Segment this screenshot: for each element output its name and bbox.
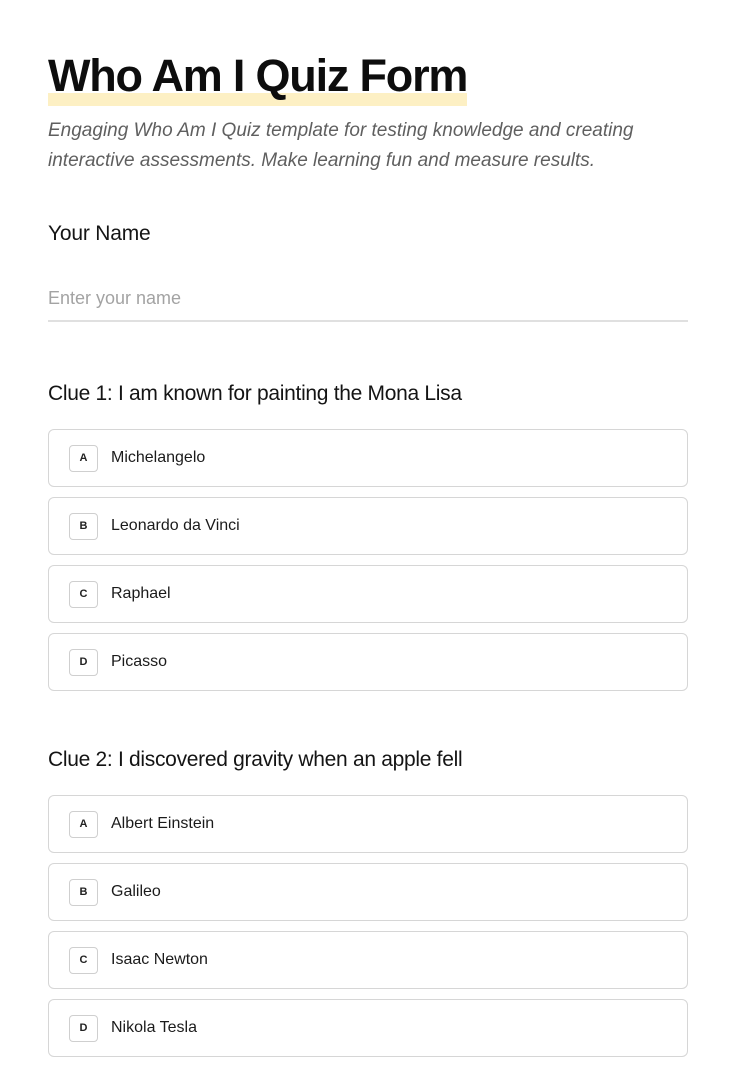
question-2-option-b[interactable] (48, 863, 688, 921)
page-subtitle: Engaging Who Am I Quiz template for testing knowledge and creating interactive assessments. Make learning fun and measure results. (48, 120, 634, 171)
question-2-option-a[interactable] (48, 795, 688, 853)
question-2-options (48, 795, 688, 1067)
option-key-badge: D (69, 1015, 98, 1042)
question-1-option-c[interactable] (48, 565, 688, 623)
option-label: Michelangelo (111, 449, 206, 466)
option-label: Raphael (111, 585, 171, 602)
question-1-option-b[interactable] (48, 497, 688, 555)
option-label: Galileo (111, 883, 161, 900)
question-2-option-c[interactable] (48, 931, 688, 989)
name-input[interactable] (48, 276, 688, 322)
option-key-badge: B (69, 879, 98, 906)
question-2 (48, 746, 688, 1036)
question-2-text: Clue 2: I discovered gravity when an apple fell (48, 748, 463, 771)
option-label: Nikola Tesla (111, 1019, 197, 1036)
option-label: Leonardo da Vinci (111, 517, 240, 534)
option-key-badge: C (69, 581, 98, 608)
option-key-badge: A (69, 811, 98, 838)
option-key-badge: C (69, 947, 98, 974)
question-1-option-a[interactable] (48, 429, 688, 487)
option-key-badge: D (69, 649, 98, 676)
question-1-text: Clue 1: I am known for painting the Mona Lisa (48, 382, 462, 405)
question-2-option-d[interactable] (48, 999, 688, 1057)
question-1-option-d[interactable] (48, 633, 688, 691)
page-title: Who Am I Quiz Form (48, 50, 468, 101)
option-label: Picasso (111, 653, 168, 670)
option-key-badge: A (69, 445, 98, 472)
question-1-options (48, 429, 688, 701)
name-field-label: Your Name (48, 222, 151, 245)
option-label: Isaac Newton (111, 951, 208, 968)
question-1 (48, 380, 688, 670)
title-block (48, 50, 467, 102)
option-label: Albert Einstein (111, 815, 215, 832)
option-key-badge: B (69, 513, 98, 540)
